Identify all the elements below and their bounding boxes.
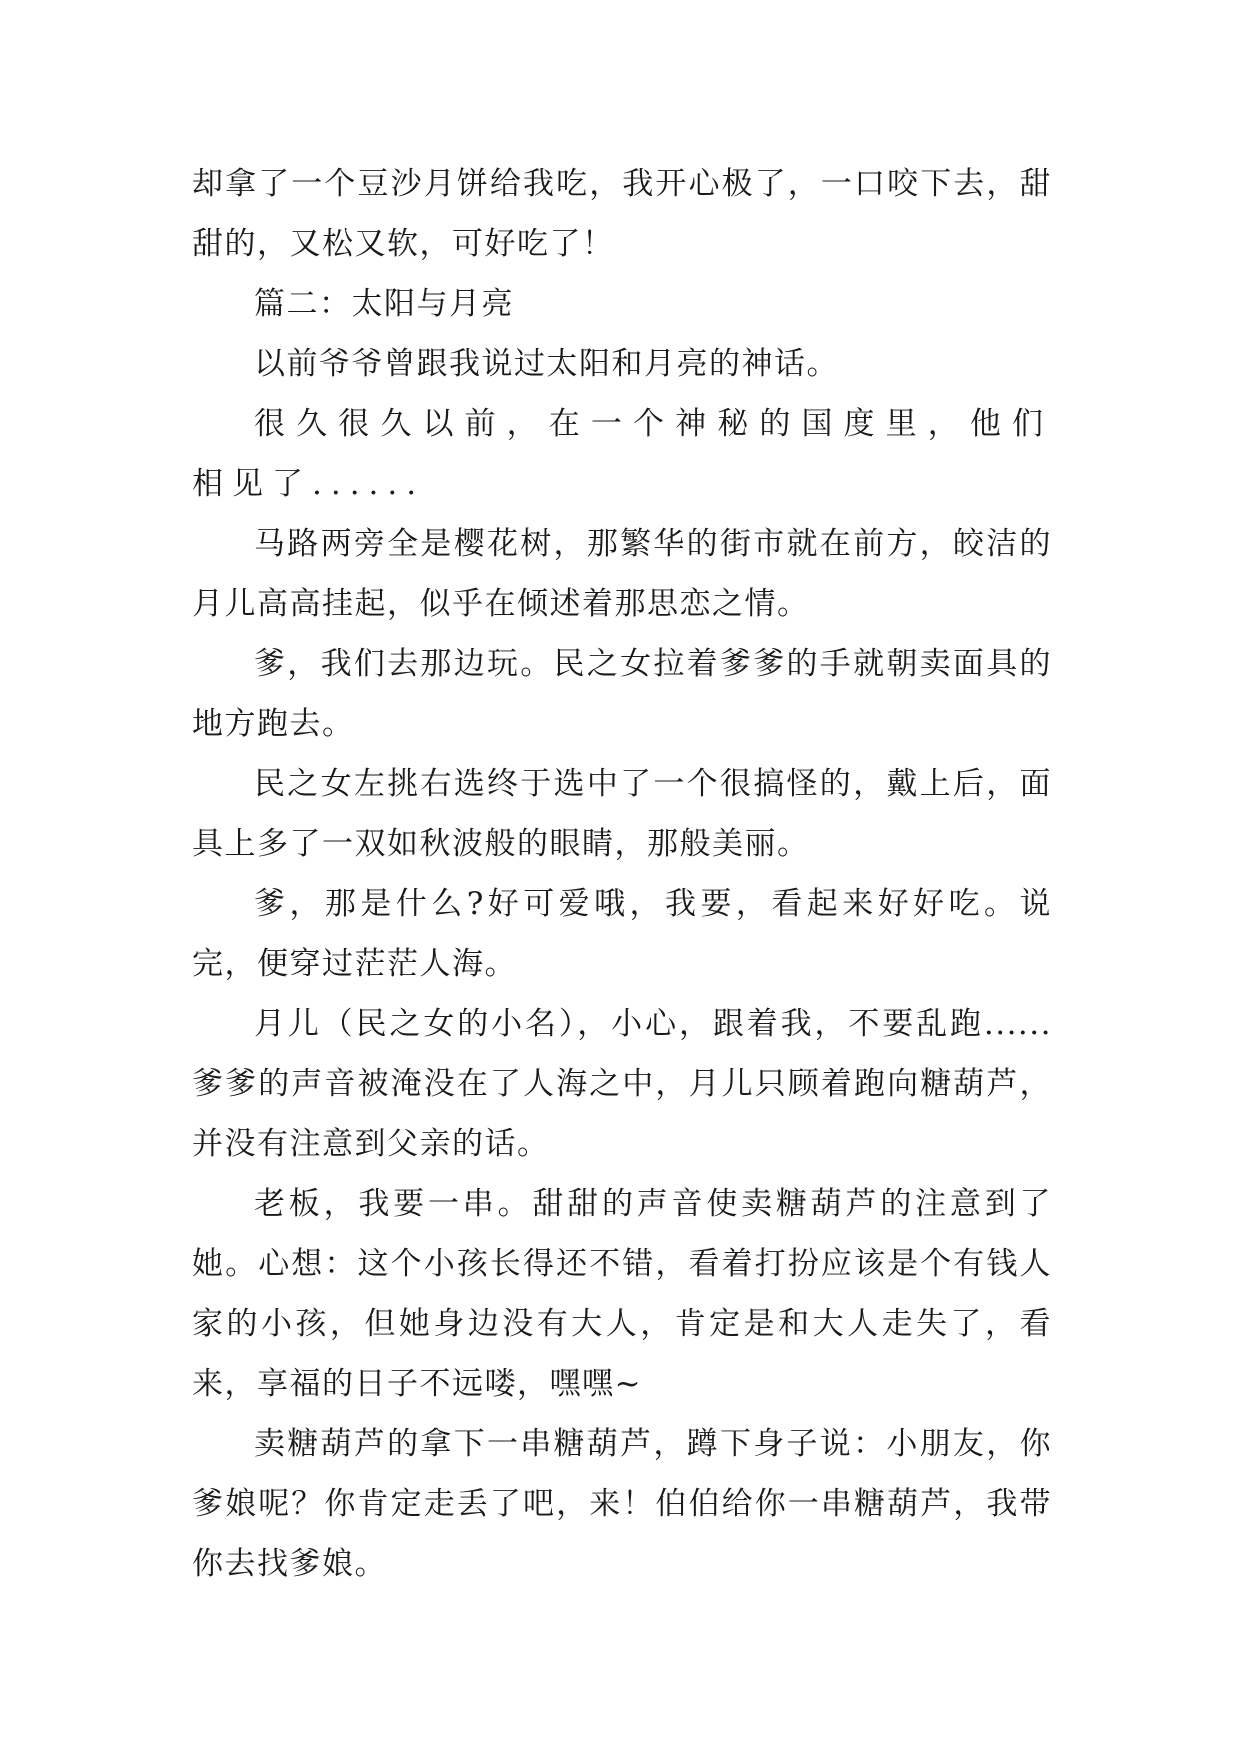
document-body — [192, 154, 1052, 1594]
paragraph: 民之女左挑右选终于选中了一个很搞怪的，戴上后，面具上多了一双如秋波般的眼睛，那般美丽。 — [192, 766, 1052, 862]
paragraph: 爹，那是什么?好可爱哦，我要，看起来好好吃。说完，便穿过茫茫人海。 — [192, 886, 1052, 982]
paragraph: 很久很久以前，在一个神秘的国度里，他们相见了...... — [192, 406, 1052, 502]
paragraph: 以前爷爷曾跟我说过太阳和月亮的神话。 — [254, 346, 839, 382]
paragraph: 老板，我要一串。甜甜的声音使卖糖葫芦的注意到了她。心想：这个小孩长得还不错，看着打扮应该是个有钱人家的小孩，但她身边没有大人，肯定是和大人走失了，看来，享福的日子不远喽，嘿嘿~ — [192, 1186, 1052, 1402]
paragraph: 月儿（民之女的小名），小心，跟着我，不要乱跑......爹爹的声音被淹没在了人海之中，月儿只顾着跑向糖葫芦，并没有注意到父亲的话。 — [192, 1006, 1052, 1162]
paragraph: 马路两旁全是樱花树，那繁华的街市就在前方，皎洁的月儿高高挂起，似乎在倾述着那思恋之情。 — [192, 526, 1052, 622]
section-heading: 篇二：太阳与月亮 — [254, 286, 514, 322]
paragraph-continuation: 却拿了一个豆沙月饼给我吃，我开心极了，一口咬下去，甜甜的，又松又软，可好吃了！ — [192, 166, 1052, 262]
paragraph: 卖糖葫芦的拿下一串糖葫芦，蹲下身子说：小朋友，你爹娘呢？你肯定走丢了吧，来！伯伯给你一串糖葫芦，我带你去找爹娘。 — [192, 1426, 1052, 1582]
paragraph: 爹，我们去那边玩。民之女拉着爹爹的手就朝卖面具的地方跑去。 — [192, 646, 1052, 742]
